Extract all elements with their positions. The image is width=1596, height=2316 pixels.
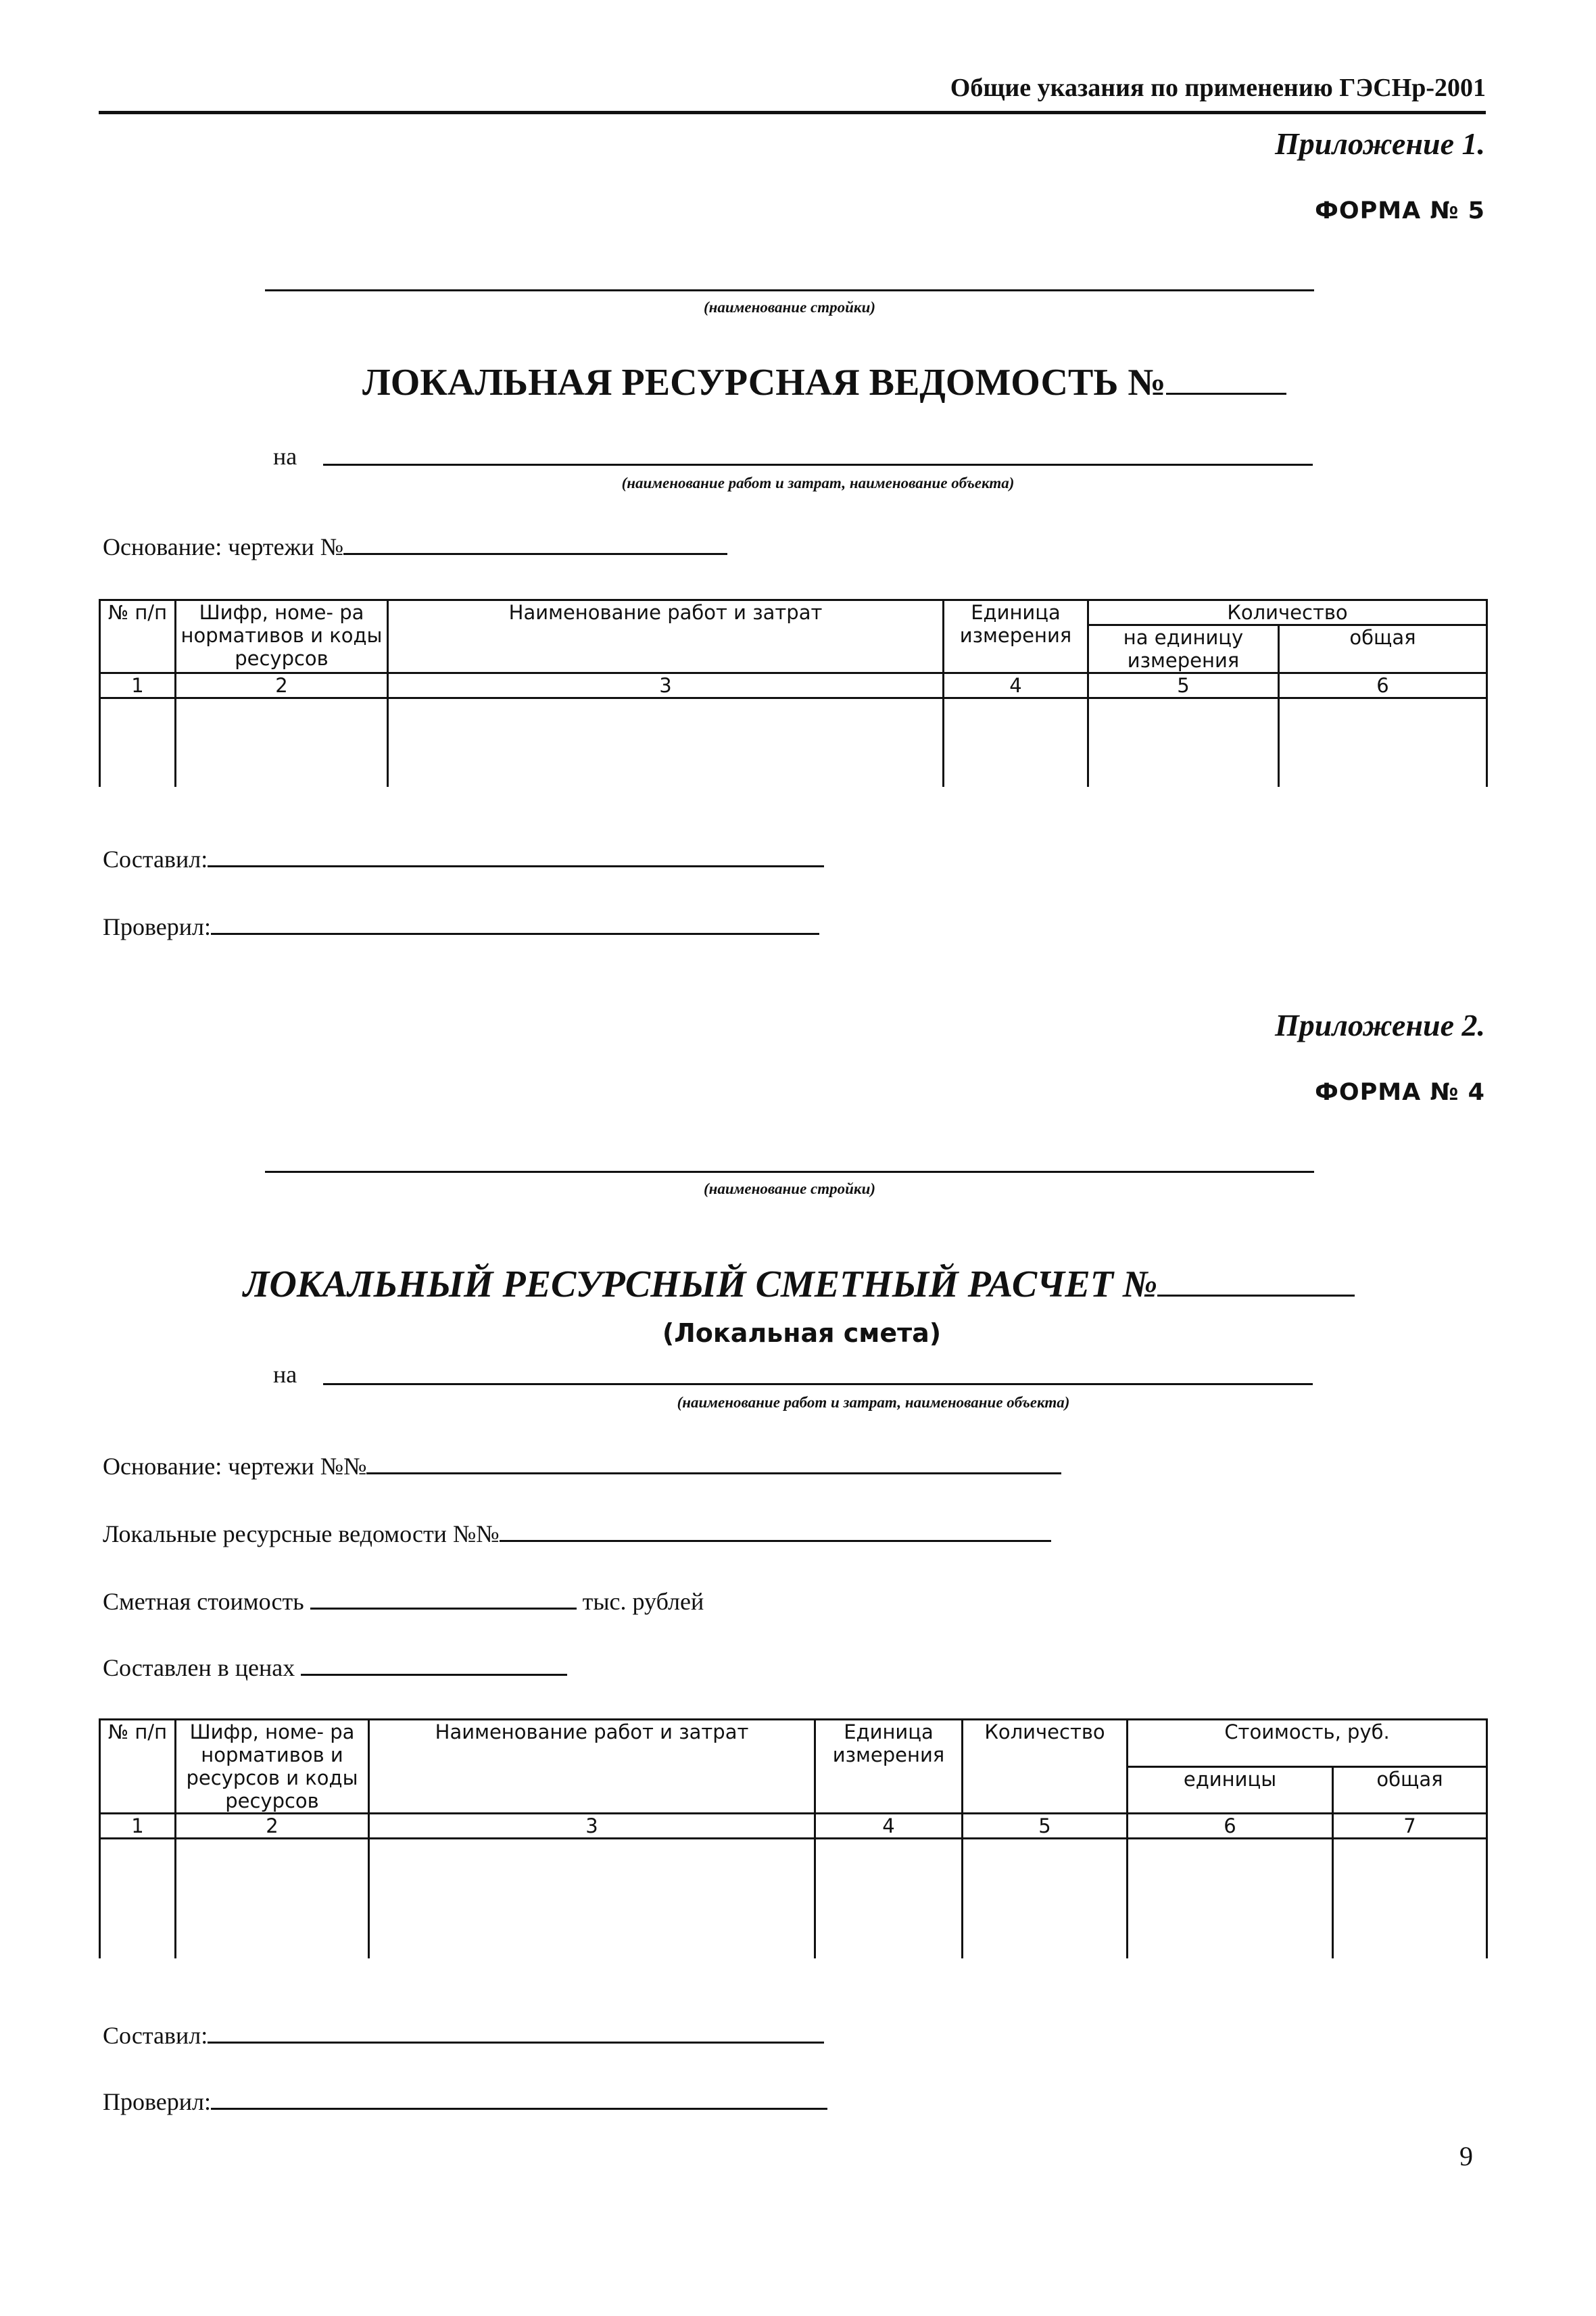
table2-cell [1128, 1839, 1333, 1959]
table1-header-quantity: Количество [1088, 600, 1487, 625]
checked-line-2 [211, 2102, 827, 2110]
appendix-1-label: Приложение 1. [1275, 126, 1485, 161]
table1-col-number: 5 [1088, 673, 1279, 698]
resource-statement-title-text: ЛОКАЛЬНАЯ РЕСУРСНАЯ ВЕДОМОСТЬ № [362, 362, 1166, 404]
basis-label-1: Основание: чертежи № [103, 533, 344, 560]
checked-label-1: Проверил: [103, 913, 211, 940]
compiled-row-2 [103, 2021, 824, 2050]
table2-col-number: 5 [963, 1814, 1128, 1839]
compiled-line-2 [208, 2036, 824, 2044]
table1-header-unit: Единица измерения [944, 600, 1088, 673]
checked-line-1 [211, 927, 819, 935]
works-name-caption-2: (наименование работ и затрат, наименование объекта) [677, 1394, 1070, 1411]
na-label-1: на [273, 443, 297, 470]
form-5-label: ФОРМА № 5 [1315, 197, 1485, 224]
checked-row-2 [103, 2088, 827, 2116]
table1-header-no: № п/п [100, 600, 176, 673]
basis-line-2 [366, 1467, 1061, 1474]
table2-cell [963, 1839, 1128, 1959]
local-estimate-subtitle: (Локальная смета) [662, 1318, 942, 1348]
table2-header-name: Наименование работ и затрат [369, 1720, 815, 1814]
table1-cell [1279, 698, 1487, 788]
construction-name-caption-2: (наименование стройки) [703, 1180, 876, 1197]
resource-estimate-title [243, 1263, 1355, 1306]
construction-name-line-1 [265, 289, 1314, 291]
table2-col-number: 2 [176, 1814, 369, 1839]
basis-row-2 [103, 1452, 1061, 1480]
table2-header-quantity: Количество [963, 1720, 1128, 1814]
table2-header-cost: Стоимость, руб. [1128, 1720, 1487, 1767]
statements-line [500, 1535, 1051, 1542]
cost-label: Сметная стоимость [103, 1588, 304, 1615]
table2-cell [369, 1839, 815, 1959]
table2-col-number: 4 [815, 1814, 963, 1839]
appendix-2-label: Приложение 2. [1275, 1008, 1485, 1042]
prices-row [103, 1654, 567, 1682]
table2-header-code: Шифр, номе- ра нормативов и ресурсов и коды ресурсов [176, 1720, 369, 1814]
table2-header-per-unit: единицы [1128, 1766, 1333, 1814]
checked-row-1 [103, 913, 819, 941]
cost-line [310, 1602, 577, 1610]
table2-header-total: общая [1333, 1766, 1487, 1814]
table2-cell [815, 1839, 963, 1959]
table2-header-no: № п/п [100, 1720, 176, 1814]
prices-label: Составлен в ценах [103, 1654, 295, 1681]
works-name-line-1 [323, 464, 1313, 466]
table1-cell [1088, 698, 1279, 788]
compiled-label-2: Составил: [103, 2022, 208, 2049]
resource-estimate-title-text: ЛОКАЛЬНЫЙ РЕСУРСНЫЙ СМЕТНЫЙ РАСЧЕТ № [243, 1263, 1158, 1305]
table2-header-unit: Единица измерения [815, 1720, 963, 1814]
basis-row-1 [103, 533, 727, 561]
table1-cell [388, 698, 944, 788]
table1-col-number: 2 [176, 673, 388, 698]
construction-name-line-2 [265, 1171, 1314, 1173]
table1-cell [100, 698, 176, 788]
na-label-2: на [273, 1361, 297, 1388]
estimate-number-line [1157, 1289, 1355, 1297]
compiled-line-1 [208, 860, 824, 867]
table2-cell [100, 1839, 176, 1959]
resource-statement-table [99, 599, 1488, 787]
table1-header-code: Шифр, номе- ра нормативов и коды ресурсов [176, 600, 388, 673]
page-number: 9 [1459, 2141, 1473, 2171]
resource-estimate-table [99, 1718, 1488, 1958]
works-name-caption-1: (наименование работ и затрат, наименование объекта) [621, 475, 1015, 491]
table1-header-name: Наименование работ и затрат [388, 600, 944, 673]
checked-label-2: Проверил: [103, 2088, 211, 2115]
table1-col-number: 4 [944, 673, 1088, 698]
works-name-line-2 [323, 1383, 1313, 1385]
cost-row [103, 1587, 704, 1616]
compiled-row-1 [103, 845, 824, 873]
table1-header-per-unit: на единицу измерения [1088, 625, 1279, 673]
basis-line-1 [343, 548, 727, 555]
statements-row [103, 1520, 1051, 1548]
compiled-label-1: Составил: [103, 846, 208, 873]
table1-col-number: 3 [388, 673, 944, 698]
table2-col-number: 1 [100, 1814, 176, 1839]
table1-cell [944, 698, 1088, 788]
table2-cell [176, 1839, 369, 1959]
table1-header-total: общая [1279, 625, 1487, 673]
running-header [99, 73, 1486, 114]
form-4-label: ФОРМА № 4 [1315, 1079, 1485, 1106]
cost-unit: тыс. рублей [582, 1588, 704, 1615]
table2-cell [1333, 1839, 1487, 1959]
statements-label: Локальные ресурсные ведомости №№ [103, 1520, 500, 1547]
table2-col-number: 6 [1128, 1814, 1333, 1839]
table1-col-number: 1 [100, 673, 176, 698]
table2-col-number: 7 [1333, 1814, 1487, 1839]
table2-col-number: 3 [369, 1814, 815, 1839]
construction-name-caption-1: (наименование стройки) [703, 299, 876, 316]
basis-label-2: Основание: чертежи №№ [103, 1453, 367, 1480]
running-header-title: Общие указания по применению ГЭСНр-2001 [950, 74, 1486, 102]
statement-number-line [1166, 387, 1286, 395]
prices-line [301, 1668, 567, 1676]
table1-col-number: 6 [1279, 673, 1487, 698]
table1-cell [176, 698, 388, 788]
resource-statement-title [362, 361, 1286, 404]
